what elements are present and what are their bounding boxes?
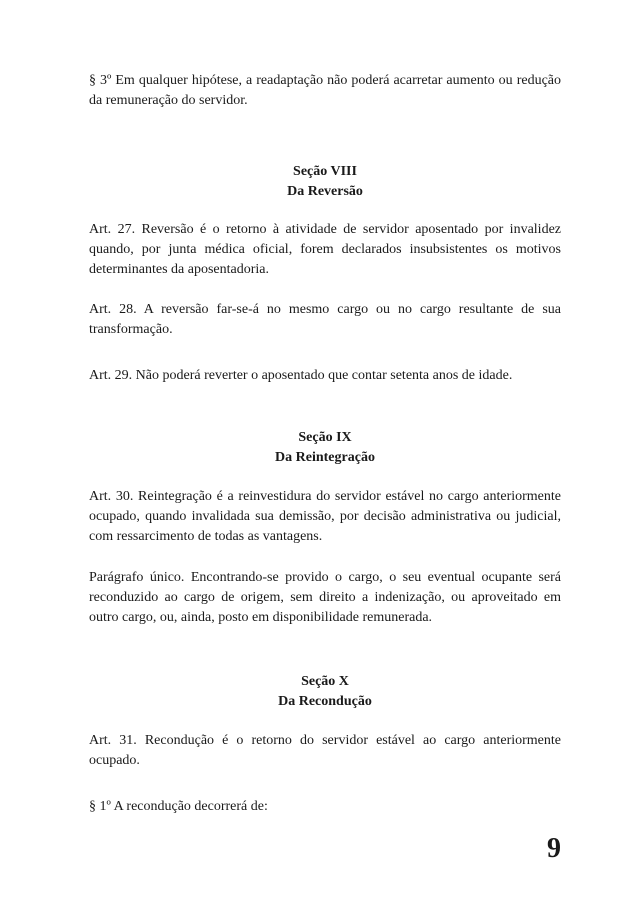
section-viii-heading — [89, 162, 561, 202]
section-title: Da Reintegração — [275, 450, 375, 465]
section-ix-heading — [89, 428, 561, 468]
paragrafo-unico: Parágrafo único. Encontrando-se provido o cargo, o seu eventual ocupante será reconduzido ao cargo de origem, sem direito a indenização, ou aproveitado em outro cargo, ou, ainda, posto em disponibilidade remunerada. — [89, 570, 561, 625]
article-31: Art. 31. Recondução é o retorno do servidor estável ao cargo anteriormente ocupado. — [89, 733, 561, 768]
section-number: Seção IX — [298, 430, 352, 445]
paragraph-1: § 1º A recondução decorrerá de: — [89, 799, 268, 814]
article-27: Art. 27. Reversão é o retorno à atividade de servidor aposentado por invalidez quando, por junta médica oficial, forem declarados insubsistentes os motivos determinantes da aposentadoria. — [89, 222, 561, 277]
page-number: 9 — [547, 833, 561, 864]
article-29: Art. 29. Não poderá reverter o aposentado que contar setenta anos de idade. — [89, 368, 513, 383]
article-28: Art. 28. A reversão far-se-á no mesmo cargo ou no cargo resultante de sua transformação. — [89, 302, 561, 337]
section-number: Seção VIII — [293, 164, 357, 179]
section-title: Da Recondução — [278, 694, 372, 709]
section-x-heading — [89, 672, 561, 712]
paragraph-3: § 3º Em qualquer hipótese, a readaptação não poderá acarretar aumento ou redução da remuneração do servidor. — [89, 73, 561, 108]
section-title: Da Reversão — [287, 184, 363, 199]
document-page — [89, 0, 561, 903]
article-30: Art. 30. Reintegração é a reinvestidura do servidor estável no cargo anteriormente ocupado, quando invalidada sua demissão, por decisão administrativa ou judicial, com ressarcimento de todas as vantagens. — [89, 489, 561, 544]
section-number: Seção X — [301, 674, 349, 689]
